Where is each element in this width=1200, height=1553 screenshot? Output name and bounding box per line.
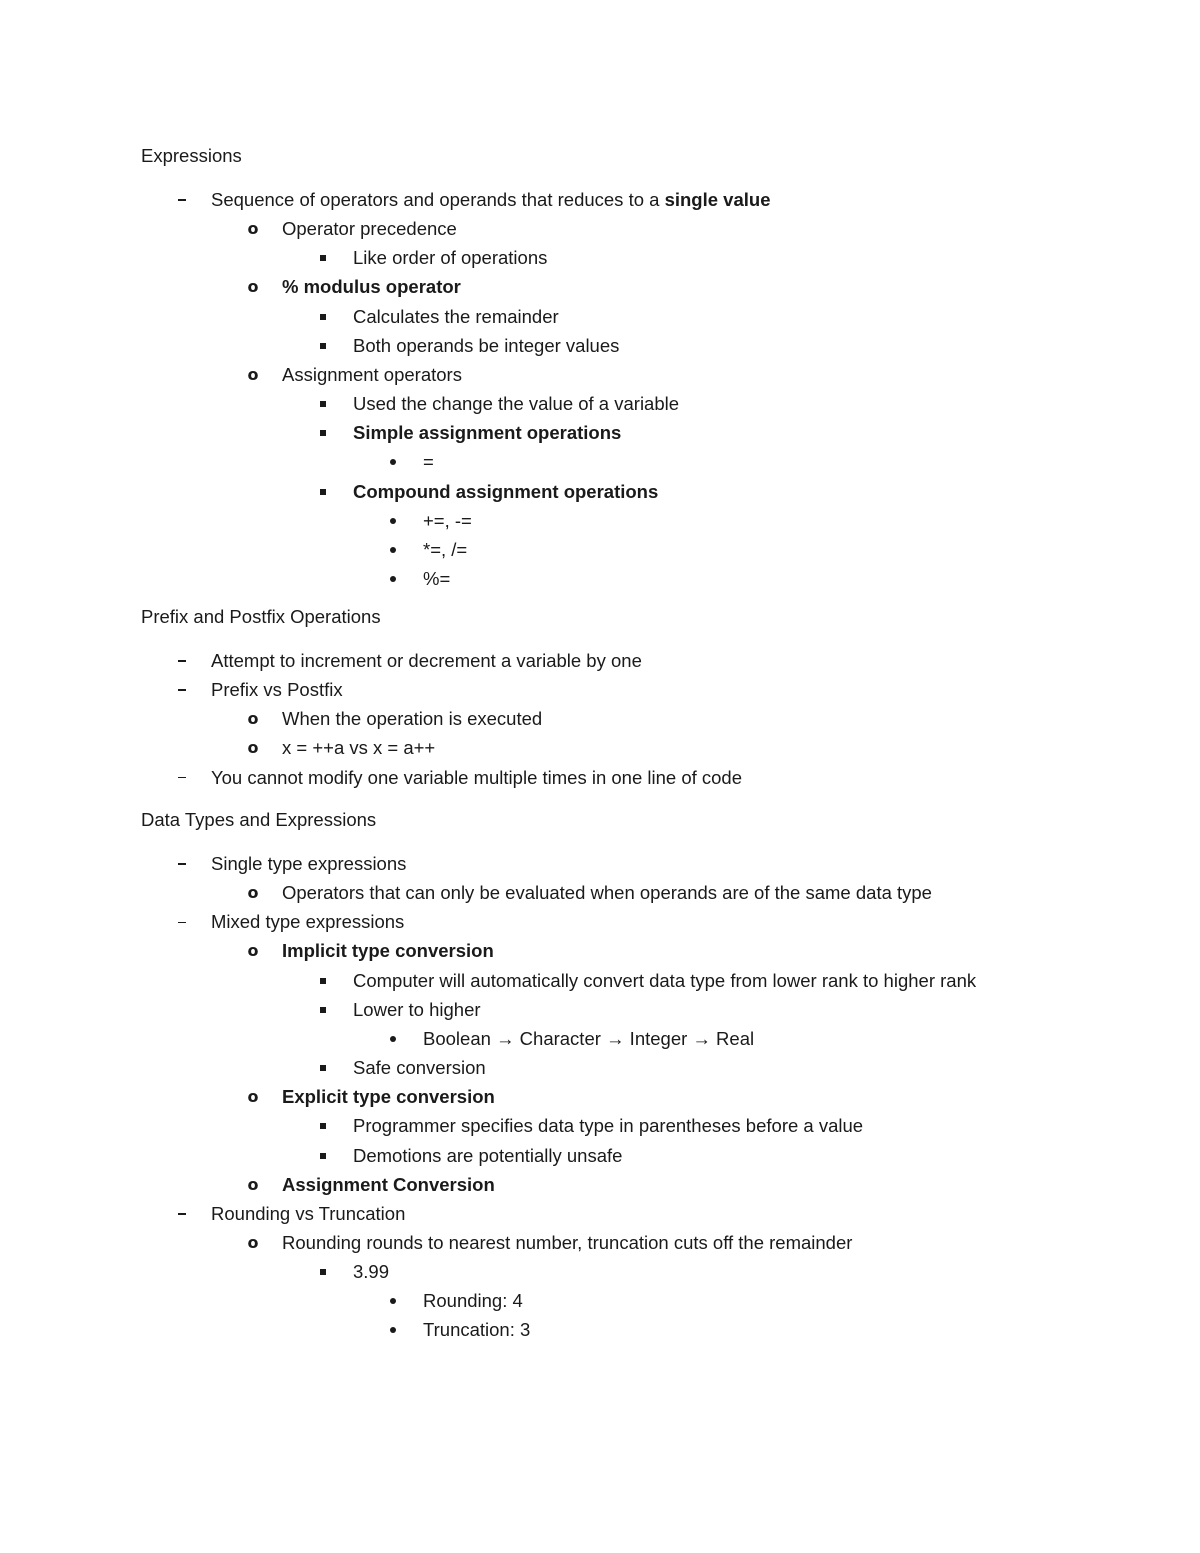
list-item-text [423,448,434,476]
list-item [0,303,1200,331]
dot-bullet-icon [381,565,405,593]
section-heading [0,603,1200,631]
list-item-text [282,937,494,965]
list-item [0,647,1200,675]
list-item-text [423,565,450,593]
square-bullet-icon [311,332,335,360]
text-run: Used the change the value of a variable [353,393,680,415]
bold-text: Explicit type conversion [282,1086,495,1108]
list-item-text [282,1171,495,1199]
list-item-text [353,1054,486,1082]
square-bullet-icon [311,967,335,995]
square-bullet-icon [311,419,335,447]
list-item-text [353,332,619,360]
list-item-text [353,1142,622,1170]
text-run: Calculates the remainder [353,305,559,327]
dash-bullet-icon [170,908,194,936]
text-run: Demotions are potentially unsafe [353,1144,623,1166]
list-item [0,1112,1200,1140]
circle-bullet-icon [241,1229,265,1257]
list-item [0,215,1200,243]
list-item-text [282,734,435,762]
list-item-text [282,215,457,243]
bold-text: Simple assignment operations [353,422,622,444]
list-item [0,1287,1200,1315]
list-item-text [353,967,976,995]
text-run: Lower to higher [353,998,481,1020]
list-item-text [282,705,542,733]
square-bullet-icon [311,390,335,418]
list-item-text [423,536,467,564]
dot-bullet-icon [381,507,405,535]
text-run: *=, /= [423,538,468,560]
list-item [0,1258,1200,1286]
text-run: x = ++a vs x = a++ [282,737,436,759]
text-run: Assignment operators [282,363,462,385]
bold-text: Implicit type conversion [282,940,494,962]
text-run: Truncation: 3 [423,1319,531,1341]
list-item-text [282,1229,852,1257]
list-item-text [423,1025,754,1053]
text-run: Operators that can only be evaluated when operands are of the same data type [282,882,932,904]
text-run: +=, -= [423,509,472,531]
list-item-text [211,647,642,675]
square-bullet-icon [311,1258,335,1286]
circle-bullet-icon [241,937,265,965]
text-run: Prefix vs Postfix [211,679,343,701]
list-item-text [423,507,472,535]
dash-bullet-icon [170,186,194,214]
list-item-text [353,478,658,506]
list-item [0,536,1200,564]
list-item [0,1316,1200,1344]
list-item-text [211,1200,405,1228]
list-item [0,879,1200,907]
square-bullet-icon [311,478,335,506]
text-run: You cannot modify one variable multiple times in one line of code [211,766,742,788]
list-item-text [282,879,932,907]
text-run: Rounding vs Truncation [211,1202,406,1224]
list-item-text [211,850,406,878]
list-item [0,448,1200,476]
dot-bullet-icon [381,1316,405,1344]
text-run: Computer will automatically convert data type from lower rank to higher rank [353,969,977,991]
list-item [0,1200,1200,1228]
list-item [0,734,1200,762]
text-run: Operator precedence [282,218,457,240]
text-run: Programmer specifies data type in parentheses before a value [353,1115,864,1137]
circle-bullet-icon [241,1171,265,1199]
list-item-text [282,273,461,301]
list-item-text [423,1287,523,1315]
bold-text: % modulus operator [282,276,461,298]
list-item-text [211,908,404,936]
list-item-text [353,244,547,272]
list-item-text [211,186,770,214]
bold-text: Assignment Conversion [282,1173,495,1195]
dot-bullet-icon [381,448,405,476]
list-item [0,1142,1200,1170]
list-item-text [353,303,559,331]
square-bullet-icon [311,244,335,272]
list-item-text [423,1316,530,1344]
list-item [0,565,1200,593]
list-item [0,390,1200,418]
list-item [0,967,1200,995]
section-heading [0,806,1200,834]
list-item [0,507,1200,535]
text-run: 3.99 [353,1261,390,1283]
list-item [0,937,1200,965]
list-item [0,1171,1200,1199]
square-bullet-icon [311,1054,335,1082]
list-item [0,332,1200,360]
list-item [0,1083,1200,1111]
square-bullet-icon [311,1112,335,1140]
list-item [0,1054,1200,1082]
circle-bullet-icon [241,1083,265,1111]
dot-bullet-icon [381,1025,405,1053]
section-heading-text: Data Types and Expressions [141,809,377,830]
bold-text: Compound assignment operations [353,480,659,502]
text-run: Single type expressions [211,853,407,874]
square-bullet-icon [311,303,335,331]
section-heading [0,142,1200,170]
text-run: When the operation is executed [282,708,543,730]
text-run: Boolean → Character → Integer → Real [423,1027,755,1049]
list-item [0,996,1200,1024]
text-run: Mixed type expressions [211,911,405,933]
list-item-text [353,419,621,447]
list-item [0,850,1200,878]
dash-bullet-icon [170,676,194,704]
dash-bullet-icon [170,850,194,878]
text-run: = [423,451,434,473]
list-item-text [353,1112,863,1140]
list-item [0,676,1200,704]
list-item [0,186,1200,214]
section-heading-text: Prefix and Postfix Operations [141,606,381,627]
dot-bullet-icon [381,1287,405,1315]
text-run: Sequence of operators and operands that reduces to a [211,189,665,210]
circle-bullet-icon [241,879,265,907]
circle-bullet-icon [241,273,265,301]
text-run: Rounding rounds to nearest number, truncation cuts off the remainder [282,1231,853,1253]
list-item [0,361,1200,389]
list-item [0,419,1200,447]
list-item-text [353,1258,389,1286]
square-bullet-icon [311,996,335,1024]
list-item [0,705,1200,733]
circle-bullet-icon [241,734,265,762]
list-item [0,764,1200,792]
list-item [0,1229,1200,1257]
bold-text: single value [664,189,771,210]
list-item [0,1025,1200,1053]
list-item-text [353,996,481,1024]
list-item [0,244,1200,272]
circle-bullet-icon [241,215,265,243]
circle-bullet-icon [241,361,265,389]
text-run: Safe conversion [353,1057,486,1079]
text-run: Both operands be integer values [353,334,620,356]
dash-bullet-icon [170,1200,194,1228]
text-run: Like order of operations [353,247,548,269]
list-item [0,478,1200,506]
section-heading-text: Expressions [141,145,242,166]
circle-bullet-icon [241,705,265,733]
list-item-text [211,676,343,704]
list-item-text [282,1083,495,1111]
dash-bullet-icon [170,764,194,792]
list-item-text [211,764,742,792]
dash-bullet-icon [170,647,194,675]
list-item-text [282,361,462,389]
list-item [0,273,1200,301]
list-item [0,908,1200,936]
list-item-text [353,390,679,418]
dot-bullet-icon [381,536,405,564]
text-run: Rounding: 4 [423,1290,523,1312]
text-run: Attempt to increment or decrement a variable by one [211,650,642,671]
text-run: %= [423,567,451,589]
square-bullet-icon [311,1142,335,1170]
